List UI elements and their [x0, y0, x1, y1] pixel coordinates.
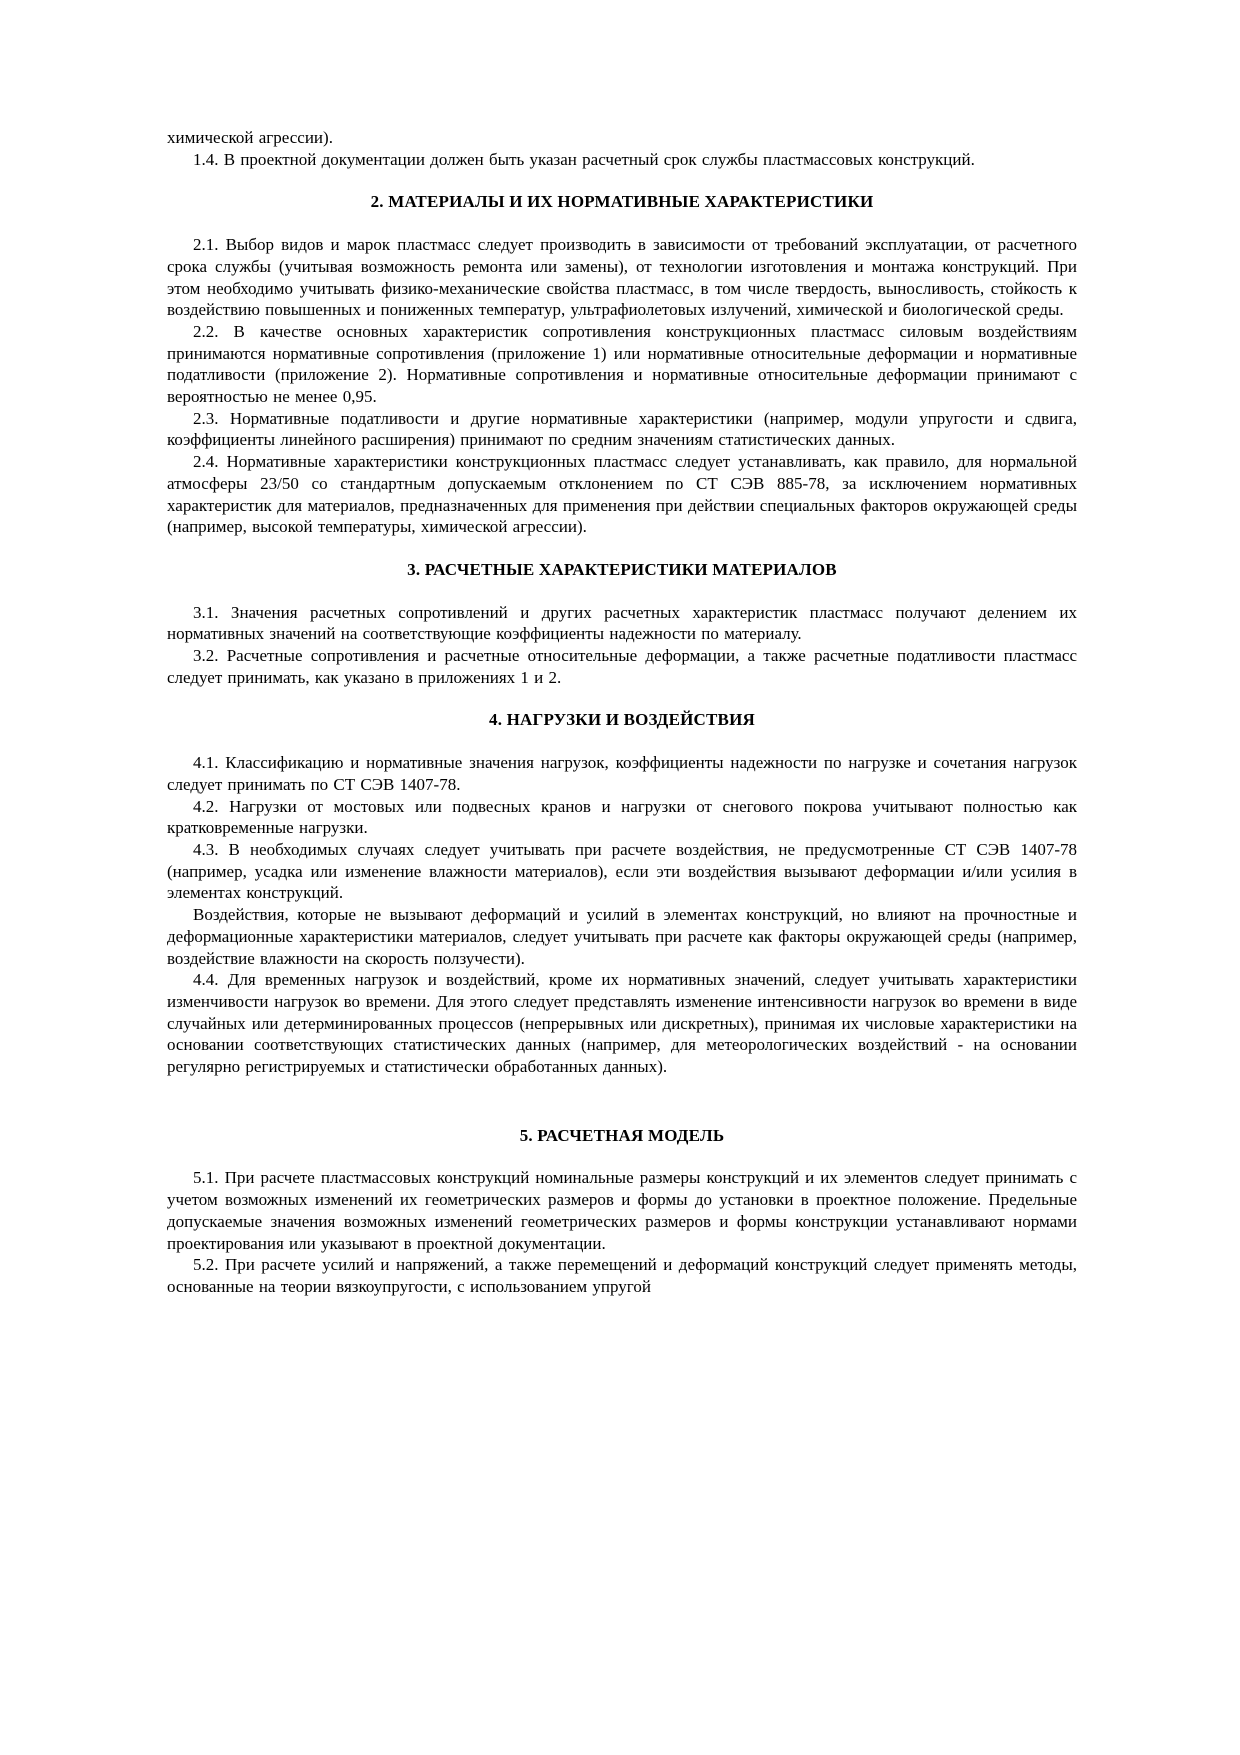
paragraph-4-4: 4.4. Для временных нагрузок и воздействий, кроме их нормативных значений, следует учитывать характеристики изменчивости нагрузок во времени. Для этого следует представлять изменение интенсивности нагрузок во времени в виде случайных или детерминированных процессов (непрерывных или дискретных), принимая их числовые характеристики на основании соответствующих статистических данных (например, для метеорологических воздействий - на основании регулярно регистрируемых и статистически обработанных данных). — [167, 970, 1077, 1077]
paragraph-5-2: 5.2. При расчете усилий и напряжений, а также перемещений и деформаций конструкций следует применять методы, основанные на теории вязкоупругости, с использованием упругой — [167, 1255, 1077, 1296]
paragraph-4-3-continuation: Воздействия, которые не вызывают деформаций и усилий в элементах конструкций, но влияют на прочностные и деформационные характеристики материалов, следует учитывать при расчете как факторы окружающей среды (например, воздействие влажности на скорость ползучести). — [167, 905, 1077, 968]
paragraph-1-4: 1.4. В проектной документации должен быть указан расчетный срок службы пластмассовых конструкций. — [193, 149, 975, 169]
paragraph-2-4: 2.4. Нормативные характеристики конструкционных пластмасс следует устанавливать, как правило, для нормальной атмосферы 23/50 со стандартным допускаемым отклонением по СТ СЭВ 885-78, за исключением нормативных характеристик для материалов, предназначенных для применения при действии специальных факторов окружающей среды (например, высокой температуры, химической агрессии). — [167, 452, 1077, 537]
paragraph-2-1: 2.1. Выбор видов и марок пластмасс следует производить в зависимости от требований эксплуатации, от расчетного срока службы (учитывая возможность ремонта или замены), от технологии изготовления и монтажа конструкций. При этом необходимо учитывать физико-механические свойства пластмасс, в том числе твердость, выносливость, стойкость к воздействию повышенных и пониженных температур, ультрафиолетовых излучений, химической и биологической среды. — [167, 235, 1077, 320]
section-heading-4-loads-and-impacts: 4. НАГРУЗКИ И ВОЗДЕЙСТВИЯ — [489, 710, 755, 730]
paragraph-5-1: 5.1. При расчете пластмассовых конструкций номинальные размеры конструкций и их элементов следует принимать с учетом возможных изменений их геометрических размеров и формы до установки в проектное положение. Предельные допускаемые значения возможных изменений геометрических размеров и формы конструкции устанавливают нормами проектирования или указывают в проектной документации. — [167, 1168, 1077, 1253]
paragraph-4-1: 4.1. Классификацию и нормативные значения нагрузок, коэффициенты надежности по нагрузке и сочетания нагрузок следует принимать по СТ СЭВ 1407-78. — [167, 753, 1077, 794]
section-heading-3-design-characteristics: 3. РАСЧЕТНЫЕ ХАРАКТЕРИСТИКИ МАТЕРИАЛОВ — [407, 559, 837, 579]
paragraph-2-2: 2.2. В качестве основных характеристик сопротивления конструкционных пластмасс силовым воздействиям принимаются нормативные сопротивления (приложение 1) или нормативные относительные деформации и нормативные податливости (приложение 2). Нормативные сопротивления и нормативные относительные деформации принимают с вероятностью не менее 0,95. — [167, 321, 1077, 407]
paragraph-4-3: 4.3. В необходимых случаях следует учитывать при расчете воздействия, не предусмотренные СТ СЭВ 1407-78 (например, усадка или изменение влажности материалов), если эти воздействия вызывают деформации и/или усилия в элементах конструкций. — [167, 839, 1077, 903]
paragraph-3-1: 3.1. Значения расчетных сопротивлений и других расчетных характеристик пластмасс получают делением их нормативных значений на соответствующие коэффициенты надежности по материалу. — [167, 602, 1077, 644]
section-heading-5-design-model: 5. РАСЧЕТНАЯ МОДЕЛЬ — [519, 1125, 725, 1145]
paragraph-4-2: 4.2. Нагрузки от мостовых или подвесных кранов и нагрузки от снегового покрова учитывают полностью как кратковременные нагрузки. — [167, 796, 1077, 838]
paragraph-3-2: 3.2. Расчетные сопротивления и расчетные относительные деформации, а также расчетные податливости пластмасс следует принимать, как указано в приложениях 1 и 2. — [167, 646, 1077, 687]
paragraph-continuation-chemical-aggression: химической агрессии). — [167, 128, 333, 147]
paragraph-2-3: 2.3. Нормативные податливости и другие нормативные характеристики (например, модули упругости и сдвига, коэффициенты линейного расширения) принимают по средним значениям статистических данных. — [167, 408, 1077, 450]
section-heading-2-materials: 2. МАТЕРИАЛЫ И ИХ НОРМАТИВНЫЕ ХАРАКТЕРИСТИКИ — [370, 192, 874, 212]
